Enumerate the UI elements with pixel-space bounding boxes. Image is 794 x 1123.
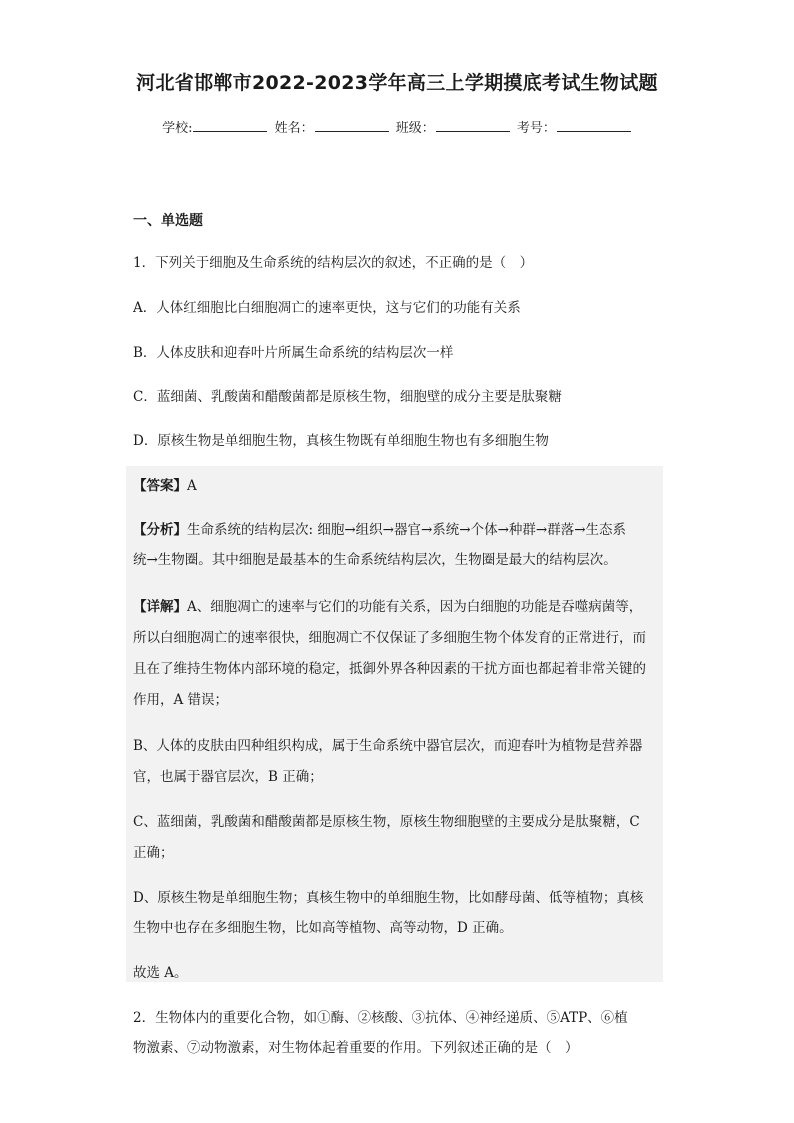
question-1-option-c: C．蓝细菌、乳酸菌和醋酸菌都是原核生物，细胞壁的成分主要是肽聚糖 (133, 389, 562, 405)
detail-line-9: D、原核生物是单细胞生物；真核生物中的单细胞生物，比如酵母菌、低等植物；真核 (133, 890, 644, 906)
question-1-stem: 1．下列关于细胞及生命系统的结构层次的叙述，不正确的是（ ） (133, 255, 534, 271)
answer-value: A (187, 478, 197, 494)
analysis-line-2: 统→生物圈。其中细胞是最基本的生命系统结构层次，生物圈是最大的结构层次。 (133, 552, 617, 568)
question-1-option-a: A．人体红细胞比白细胞凋亡的速率更快，这与它们的功能有关系 (133, 300, 521, 316)
detail-line-2: 所以白细胞凋亡的速率很快，细胞凋亡不仅保证了多细胞生物个体发育的正常进行，而 (133, 630, 646, 646)
name-label: 姓名： (274, 121, 314, 136)
school-blank[interactable] (193, 119, 267, 132)
question-1-option-d: D．原核生物是单细胞生物，真核生物既有单细胞生物也有多细胞生物 (133, 433, 549, 449)
analysis-line-1 (133, 518, 626, 538)
exam-no-blank[interactable] (557, 119, 631, 132)
detail-line-11: 故选 A。 (133, 965, 188, 981)
detail-line-5: B、人体的皮肤由四种组织构成，属于生命系统中器官层次，而迎春叶为植物是营养器 (133, 738, 643, 754)
question-1-option-b: B．人体皮肤和迎春叶片所属生命系统的结构层次一样 (133, 345, 454, 361)
detail-line-7: C、蓝细菌，乳酸菌和醋酸菌都是原核生物，原核生物细胞壁的主要成分是肽聚糖，C (133, 814, 640, 830)
detail-tag: 【详解】 (133, 599, 187, 615)
page-title: 河北省邯郸市2022-2023学年高三上学期摸底考试生物试题 (136, 72, 658, 94)
analysis-tag: 【分析】 (133, 522, 187, 538)
detail-line-1 (133, 595, 642, 615)
student-info-line (0, 117, 794, 136)
section-heading: 一、单选题 (133, 213, 203, 229)
analysis-text-1: 生命系统的结构层次: 细胞→组织→器官→系统→个体→种群→群落→生态系 (187, 522, 627, 538)
detail-line-3: 且在了维持生物体内部环境的稳定，抵御外界各种因素的干扰方面也都起着非常关键的 (133, 661, 646, 677)
answer-tag: 【答案】 (133, 478, 187, 494)
class-label: 班级： (395, 121, 435, 136)
detail-text-1: A、细胞凋亡的速率与它们的功能有关系，因为白细胞的功能是吞噬病菌等， (187, 599, 643, 615)
question-2-stem-line-2: 物激素、⑦动物激素，对生物体起着重要的作用。下列叙述正确的是（ ） (133, 1040, 579, 1056)
class-blank[interactable] (436, 119, 510, 132)
detail-line-8: 正确； (133, 845, 174, 861)
question-2-stem-line-1: 2．生物体内的重要化合物，如①酶、②核酸、③抗体、④神经递质、⑤ATP、⑥植 (133, 1010, 628, 1026)
school-label: 学校: (162, 121, 193, 136)
name-blank[interactable] (315, 119, 389, 132)
answer-line (133, 474, 197, 494)
detail-line-10: 生物中也存在多细胞生物，比如高等植物、高等动物，D 正确。 (133, 920, 513, 936)
detail-line-4: 作用，A 错误； (133, 692, 229, 708)
exam-no-label: 考号： (516, 121, 556, 136)
detail-line-6: 官，也属于器官层次，B 正确； (133, 769, 323, 785)
